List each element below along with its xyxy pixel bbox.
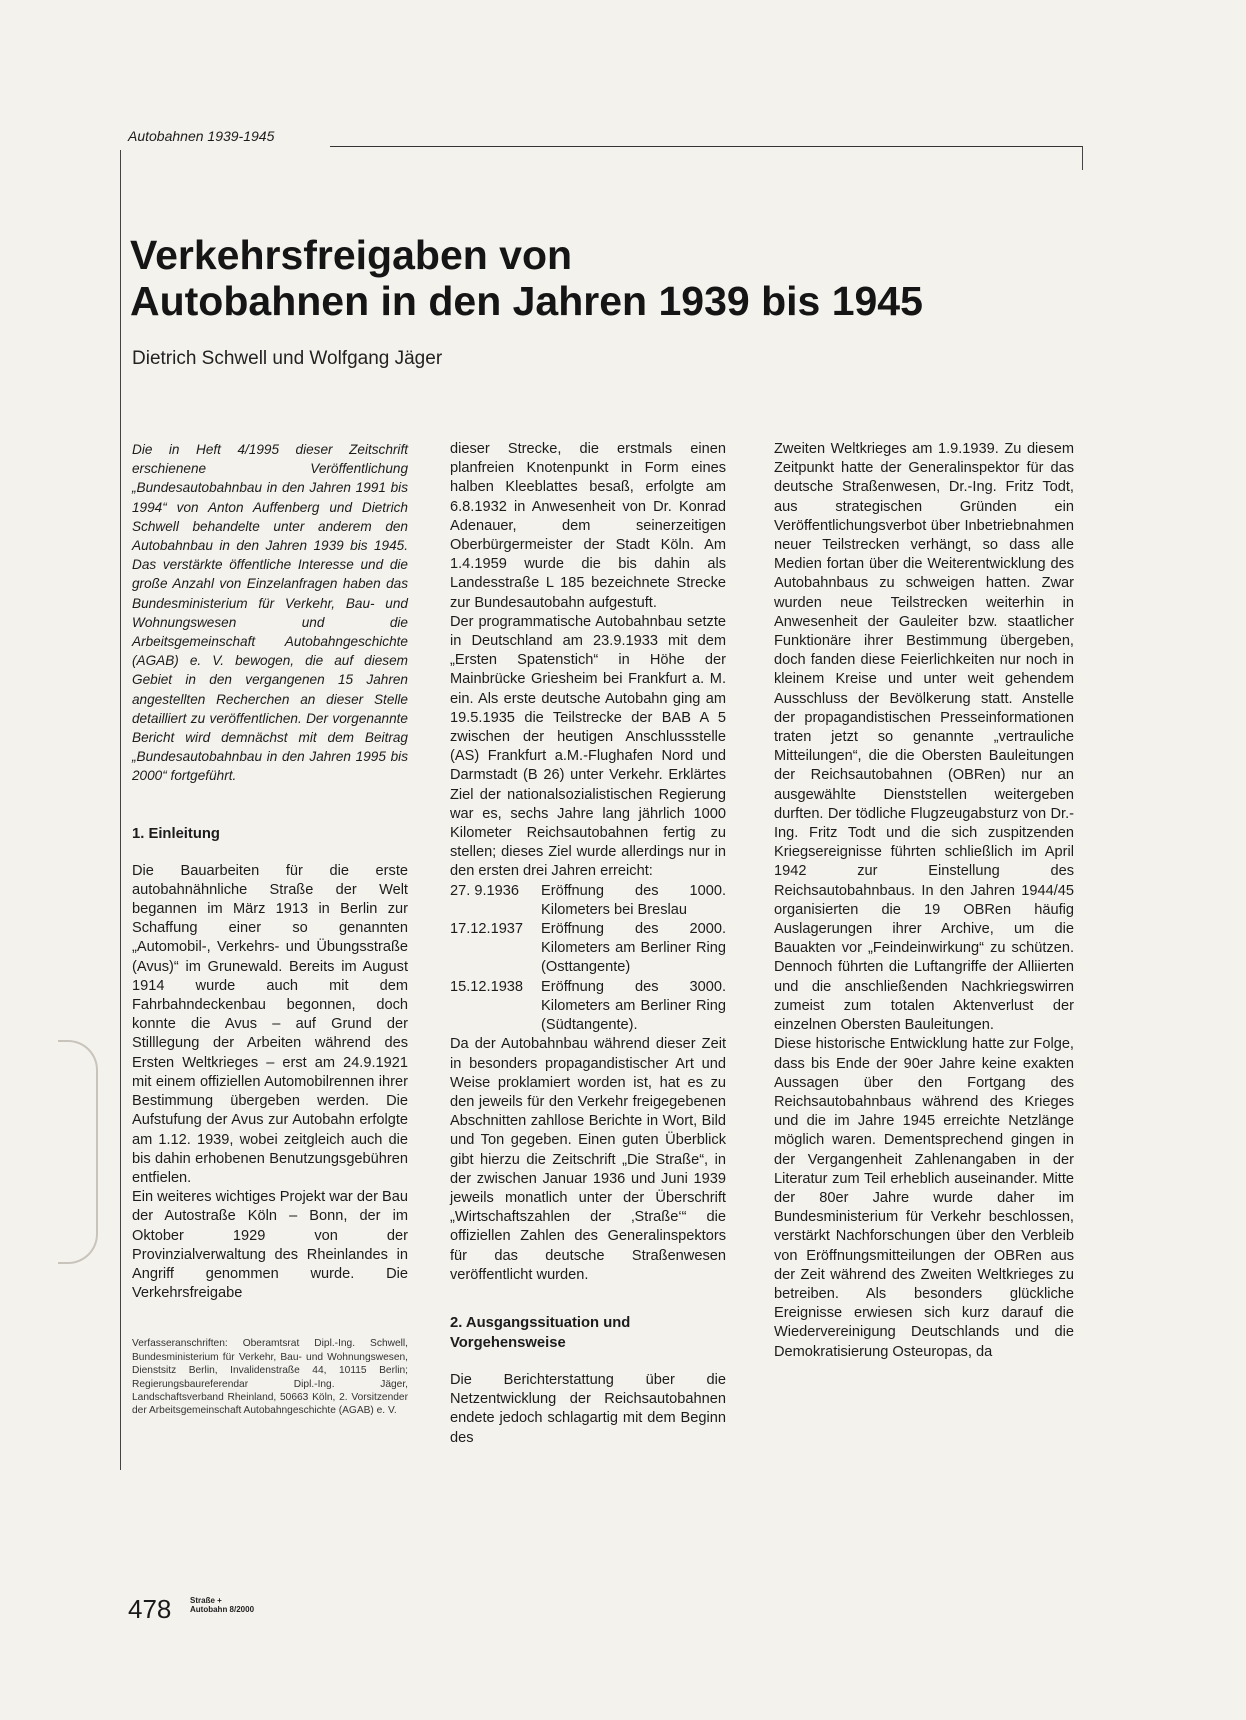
frame-right-rule [1082, 146, 1083, 170]
milestone-text: Eröffnung des 2000. Kilometers am Berliner Ring (Osttangente) [541, 921, 726, 976]
section-2-heading: 2. Ausgangssituation und Vorgehensweise [450, 1314, 631, 1351]
author-addresses-footnote: Verfasseranschriften: Oberamtsrat Dipl.-Ing. Schwell, Bundesministerium für Verkehr, Bau- und Wohnungswesen, Dienstsitz Berlin, Invalidenstraße 44, 10115 Berlin; Regierungsbaureferendar Dipl.-Ing. Jäger, Landschaftsverband Rheinland, 50663 Köln, 2. Vorsitzender der Arbeitsgemeinschaft Autobahngeschichte (AGAB) e. V. [132, 1338, 408, 1417]
section-1-heading: 1. Einleitung [132, 825, 220, 842]
journal-line-2: Autobahn 8/2000 [190, 1605, 255, 1614]
column-2-paragraph-1: dieser Strecke, die erstmals einen planfreien Knotenpunkt in Form eines halben Kleeblattes besaß, erfolgte am 6.8.1932 in Anwesenheit von Dr. Konrad Adenauer, dem seinerzeitigen Oberbürgermeister der Stadt Köln. Am 1.4.1959 wurde die bis dahin als Landesstraße L 185 bezeichnete Strecke zur Bundesautobahn aufgestuft. [450, 441, 726, 611]
column-2 [450, 440, 726, 1448]
journal-mark [190, 1596, 254, 1614]
milestone-date: 15.12.1938 [450, 978, 524, 995]
journal-line-1: Straße + [190, 1596, 222, 1605]
milestone-date: 27. 9.1936 [450, 882, 519, 899]
section-2-paragraph-1: Die Berichterstattung über die Netzentwicklung der Reichsautobahnen endete jedoch schlagartig mit dem Beginn des [450, 1371, 726, 1446]
milestone-list [450, 882, 726, 1036]
milestone-item [450, 920, 726, 978]
article-title [130, 232, 1030, 324]
title-line-1: Verkehrsfreigaben von [130, 232, 573, 278]
column-3-paragraph-2: Diese historische Entwicklung hatte zur Folge, dass bis Ende der 90er Jahre keine exakten Aussagen über den Fortgang des Reichsautobahnbaus während des Krieges und die im Jahre 1945 erreichte Netzlänge möglich waren. Dementsprechend gingen in der Vergangenheit Zahlenangaben in der Literatur zum Teil erheblich auseinander. Mitte der 80er Jahre wurde daher im Bundesministerium für Verkehr beschlossen, verstärkt Nachforschungen über den Verbleib von Eröffnungsmitteilungen der OBRen aus der Zeit während des Zweiten Weltkrieges zu betreiben. Als besonders glückliche Ereignisse erwiesen sich kurz darauf die Wiedervereinigung Deutschlands und die Demokratisierung Osteuropas, da [774, 1036, 1074, 1360]
milestone-item [450, 978, 726, 1036]
milestone-text: Eröffnung des 3000. Kilometers am Berliner Ring (Südtangente). [541, 978, 726, 1034]
column-2-paragraph-2: Der programmatische Autobahnbau setzte in Deutschland am 23.9.1933 mit dem „Ersten Spatenstich“ in Höhe der Mainbrücke Griesheim bei Frankfurt a. M. ein. Als erste deutsche Autobahn ging am 19.5.1935 die Teilstrecke der BAB A 5 zwischen der heutigen Anschlussstelle (AS) Frankfurt a.M.-Flughafen Nord und Darmstadt (B 26) unter Verkehr. Erklärtes Ziel der nationalsozialistischen Regierung war es, sechs Jahre lang jährlich 1000 Kilometer Reichsautobahnen fertig zu stellen; dieses Ziel wurde allerdings nur in den ersten drei Jahren erreicht: [450, 613, 726, 880]
column-3-paragraph-1: Zweiten Weltkrieges am 1.9.1939. Zu diesem Zeitpunkt hatte der Generalinspektor für das deutsche Straßenwesen, Dr.-Ing. Fritz Todt, aus strategischen Gründen ein Veröffentlichungsverbot über Inbetriebnahmen neuer Teilstrecken verhängt, so dass alle Medien fortan über die Weiterentwicklung des Autobahnbaus zu schweigen hatten. Zwar wurden neue Teilstrecken weiterhin in Anwesenheit der Gauleiter bzw. staatlicher Funktionäre ihrer Bestimmung übergeben, doch fanden diese Feierlichkeiten nur noch in kleinem Kreise und unter weit gehendem Ausschluss der Bevölkerung statt. Anstelle der propagandistischen Presseinformationen traten jetzt so genannte „vertrauliche Mitteilungen“, die die Obersten Bauleitungen der Reichsautobahnen (OBRen) nur an ausgewählte Dienststellen weitergeben durften. Der tödliche Flugzeugabsturz von Dr.-Ing. Fritz Todt und die sich zuspitzenden Kriegsereignisse führten schließlich im April 1942 zur Einstellung des Reichsautobahnbaus. In den Jahren 1944/45 organisierten die 19 OBRen häufig Auslagerungen ihrer Archive, um die Bauakten vor „Feindeinwirkung“ zu schützen. Dennoch führten die Luftangriffe der Alliierten und die anschließenden Nachkriegswirren zumeist zum totalen Aktenverlust der einzelnen Obersten Bauleitungen. [774, 441, 1074, 1034]
milestone-text: Eröffnung des 1000. Kilometers bei Breslau [541, 882, 726, 918]
section-1-paragraph-1: Die Bauarbeiten für die erste autobahnähnliche Straße der Welt begannen im März 1913 in Berlin zur Schaffung einer so genannten „Automobil-, Verkehrs- und Übungsstraße (Avus)“ im Grunewald. Bereits im August 1914 wurde auch mit dem Fahrbahndeckenbau begonnen, doch konnte die Avus – auf Grund der Stilllegung der Arbeiten während des Ersten Weltkrieges – erst am 24.9.1921 mit einem offiziellen Automobilrennen ihrer Bestimmung übergeben werden. Die Aufstufung der Avus zur Autobahn erfolgte am 1.12. 1939, wobei zeitgleich auch die bis dahin erhobenen Benutzungsgebühren entfielen. [132, 862, 408, 1186]
article-authors: Dietrich Schwell und Wolfgang Jäger [132, 348, 443, 369]
binder-clip-shadow [58, 1040, 98, 1264]
column-3 [774, 440, 1074, 1362]
milestone-date: 17.12.1937 [450, 921, 524, 938]
header-rule [330, 146, 1082, 147]
column-2-paragraph-3: Da der Autobahnbau während dieser Zeit in besonders propagandistischer Art und Weise proklamiert worden ist, hat es zu den jeweils für den Verkehr freigegebenen Abschnitten zahllose Berichte in Wort, Bild und Ton gegeben. Einen guten Überblick gibt hierzu die Zeitschrift „Die Straße“, in der zwischen Januar 1936 und Juni 1939 jeweils monatlich unter der Überschrift „Wirtschaftszahlen der ‚Straße‘“ die offiziellen Zahlen des Generalinspektors für das deutsche Straßenwesen veröffentlicht wurden. [450, 1036, 726, 1283]
section-1-paragraph-2: Ein weiteres wichtiges Projekt war der Bau der Autostraße Köln – Bonn, der im Oktober 1929 von der Provinzialverwaltung des Rheinlandes in Angriff genommen wurde. Die Verkehrsfreigabe [132, 1189, 408, 1302]
milestone-item [450, 882, 726, 920]
running-head: Autobahnen 1939-1945 [128, 128, 275, 144]
title-line-2: Autobahnen in den Jahren 1939 bis 1945 [130, 278, 923, 324]
column-1 [132, 440, 408, 1418]
page-number: 478 [128, 1594, 172, 1624]
intro-abstract: Die in Heft 4/1995 dieser Zeitschrift erschienene Veröffentlichung „Bundesautobahnbau in den Jahren 1991 bis 1994“ von Anton Auffenberg und Dietrich Schwell behandelte unter anderem den Autobahnbau in den Jahren 1939 bis 1945. Das verstärkte öffentliche Interesse und die große Anzahl von Einzelanfragen haben das Bundesministerium für Verkehr, Bau- und Wohnungswesen und die Arbeitsgemeinschaft Autobahngeschichte (AGAB) e. V. bewogen, die auf diesem Gebiet in den vergangenen 15 Jahren angestellten Recherchen an dieser Stelle detailliert zu veröffentlichen. Der vorgenannte Bericht wird demnächst mit dem Beitrag „Bundesautobahnbau in den Jahren 1995 bis 2000“ fortgeführt. [132, 442, 408, 784]
frame-left-rule [120, 150, 121, 1470]
